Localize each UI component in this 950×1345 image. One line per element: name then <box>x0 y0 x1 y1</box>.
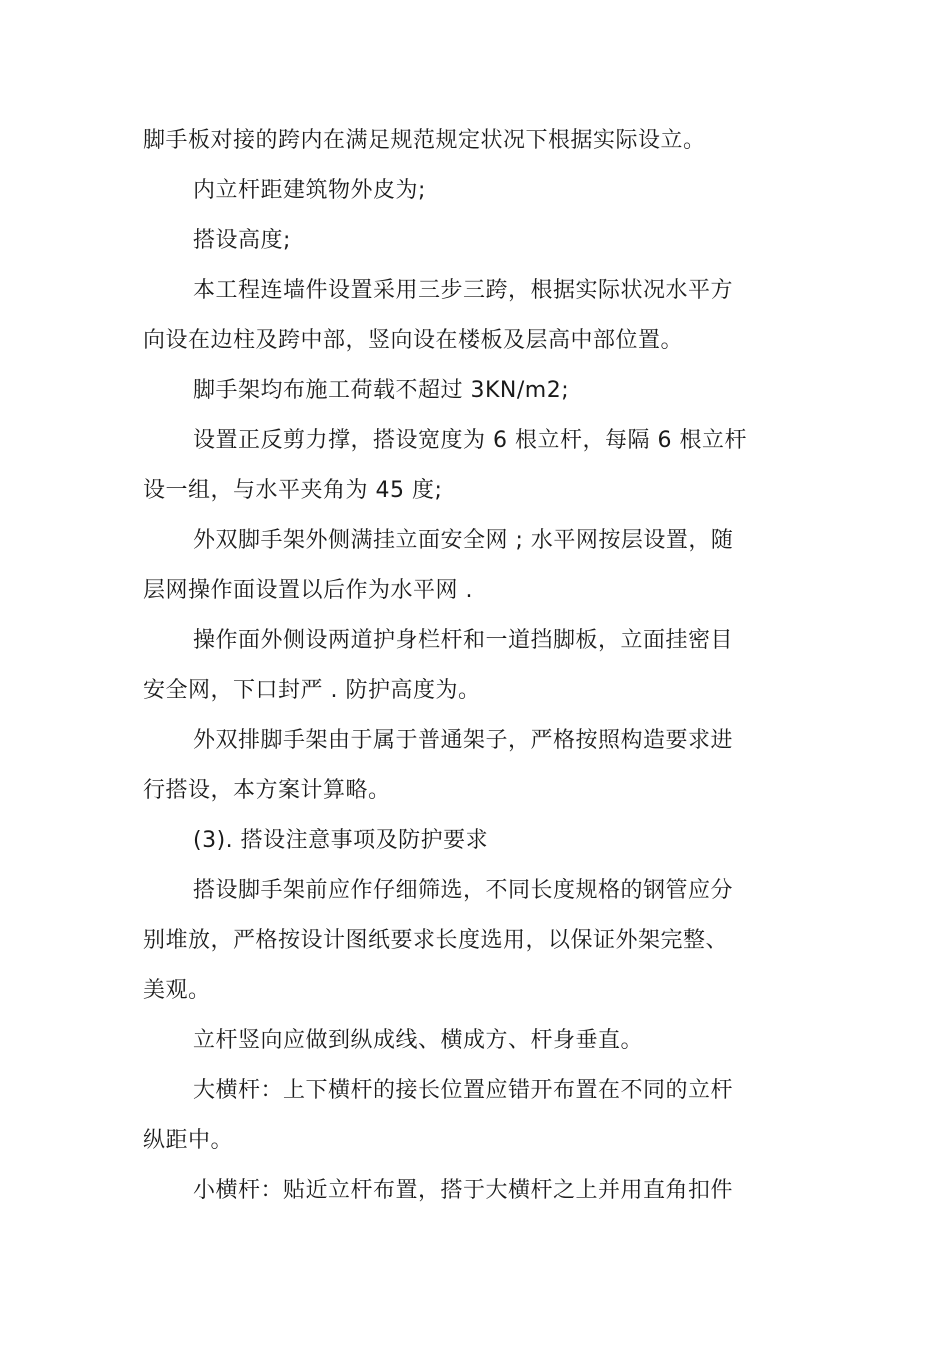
text-line: 搭设脚手架前应作仔细筛选，不同长度规格的钢管应分 <box>193 878 734 903</box>
text-line: 别堆放，严格按设计图纸要求长度选用，以保证外架完整、 <box>143 928 729 953</box>
text-line: 行搭设，本方案计算略。 <box>143 778 391 803</box>
text-line: 外双脚手架外侧满挂立面安全网 ; 水平网按层设置，随 <box>193 528 734 553</box>
text-line: 小横杆：贴近立杆布置，搭于大横杆之上并用直角扣件 <box>193 1178 734 1203</box>
text-line: 脚手架均布施工荷载不超过 3KN/m2; <box>193 378 570 403</box>
text-line: 立杆竖向应做到纵成线、横成方、杆身垂直。 <box>193 1028 644 1053</box>
text-line: 大横杆：上下横杆的接长位置应错开布置在不同的立杆 <box>193 1078 734 1103</box>
text-line: 本工程连墙件设置采用三步三跨，根据实际状况水平方 <box>193 278 734 303</box>
text-line: 纵距中。 <box>143 1128 234 1153</box>
text-line: 内立杆距建筑物外皮为; <box>193 178 426 203</box>
section-heading: (3). 搭设注意事项及防护要求 <box>193 828 489 853</box>
text-line: 搭设高度; <box>193 228 291 253</box>
text-line: 向设在边柱及跨中部，竖向设在楼板及层高中部位置。 <box>143 328 684 353</box>
text-line: 外双排脚手架由于属于普通架子，严格按照构造要求进 <box>193 728 734 753</box>
text-line: 操作面外侧设两道护身栏杆和一道挡脚板，立面挂密目 <box>193 628 734 653</box>
text-line: 层网操作面设置以后作为水平网 . <box>143 578 473 603</box>
text-line: 安全网，下口封严 . 防护高度为。 <box>143 678 481 703</box>
text-line: 设一组，与水平夹角为 45 度; <box>143 478 443 503</box>
text-line: 脚手板对接的跨内在满足规范规定状况下根据实际设立。 <box>143 128 706 153</box>
text-line: 设置正反剪力撑，搭设宽度为 6 根立杆，每隔 6 根立杆 <box>193 428 747 453</box>
text-line: 美观。 <box>143 978 211 1003</box>
